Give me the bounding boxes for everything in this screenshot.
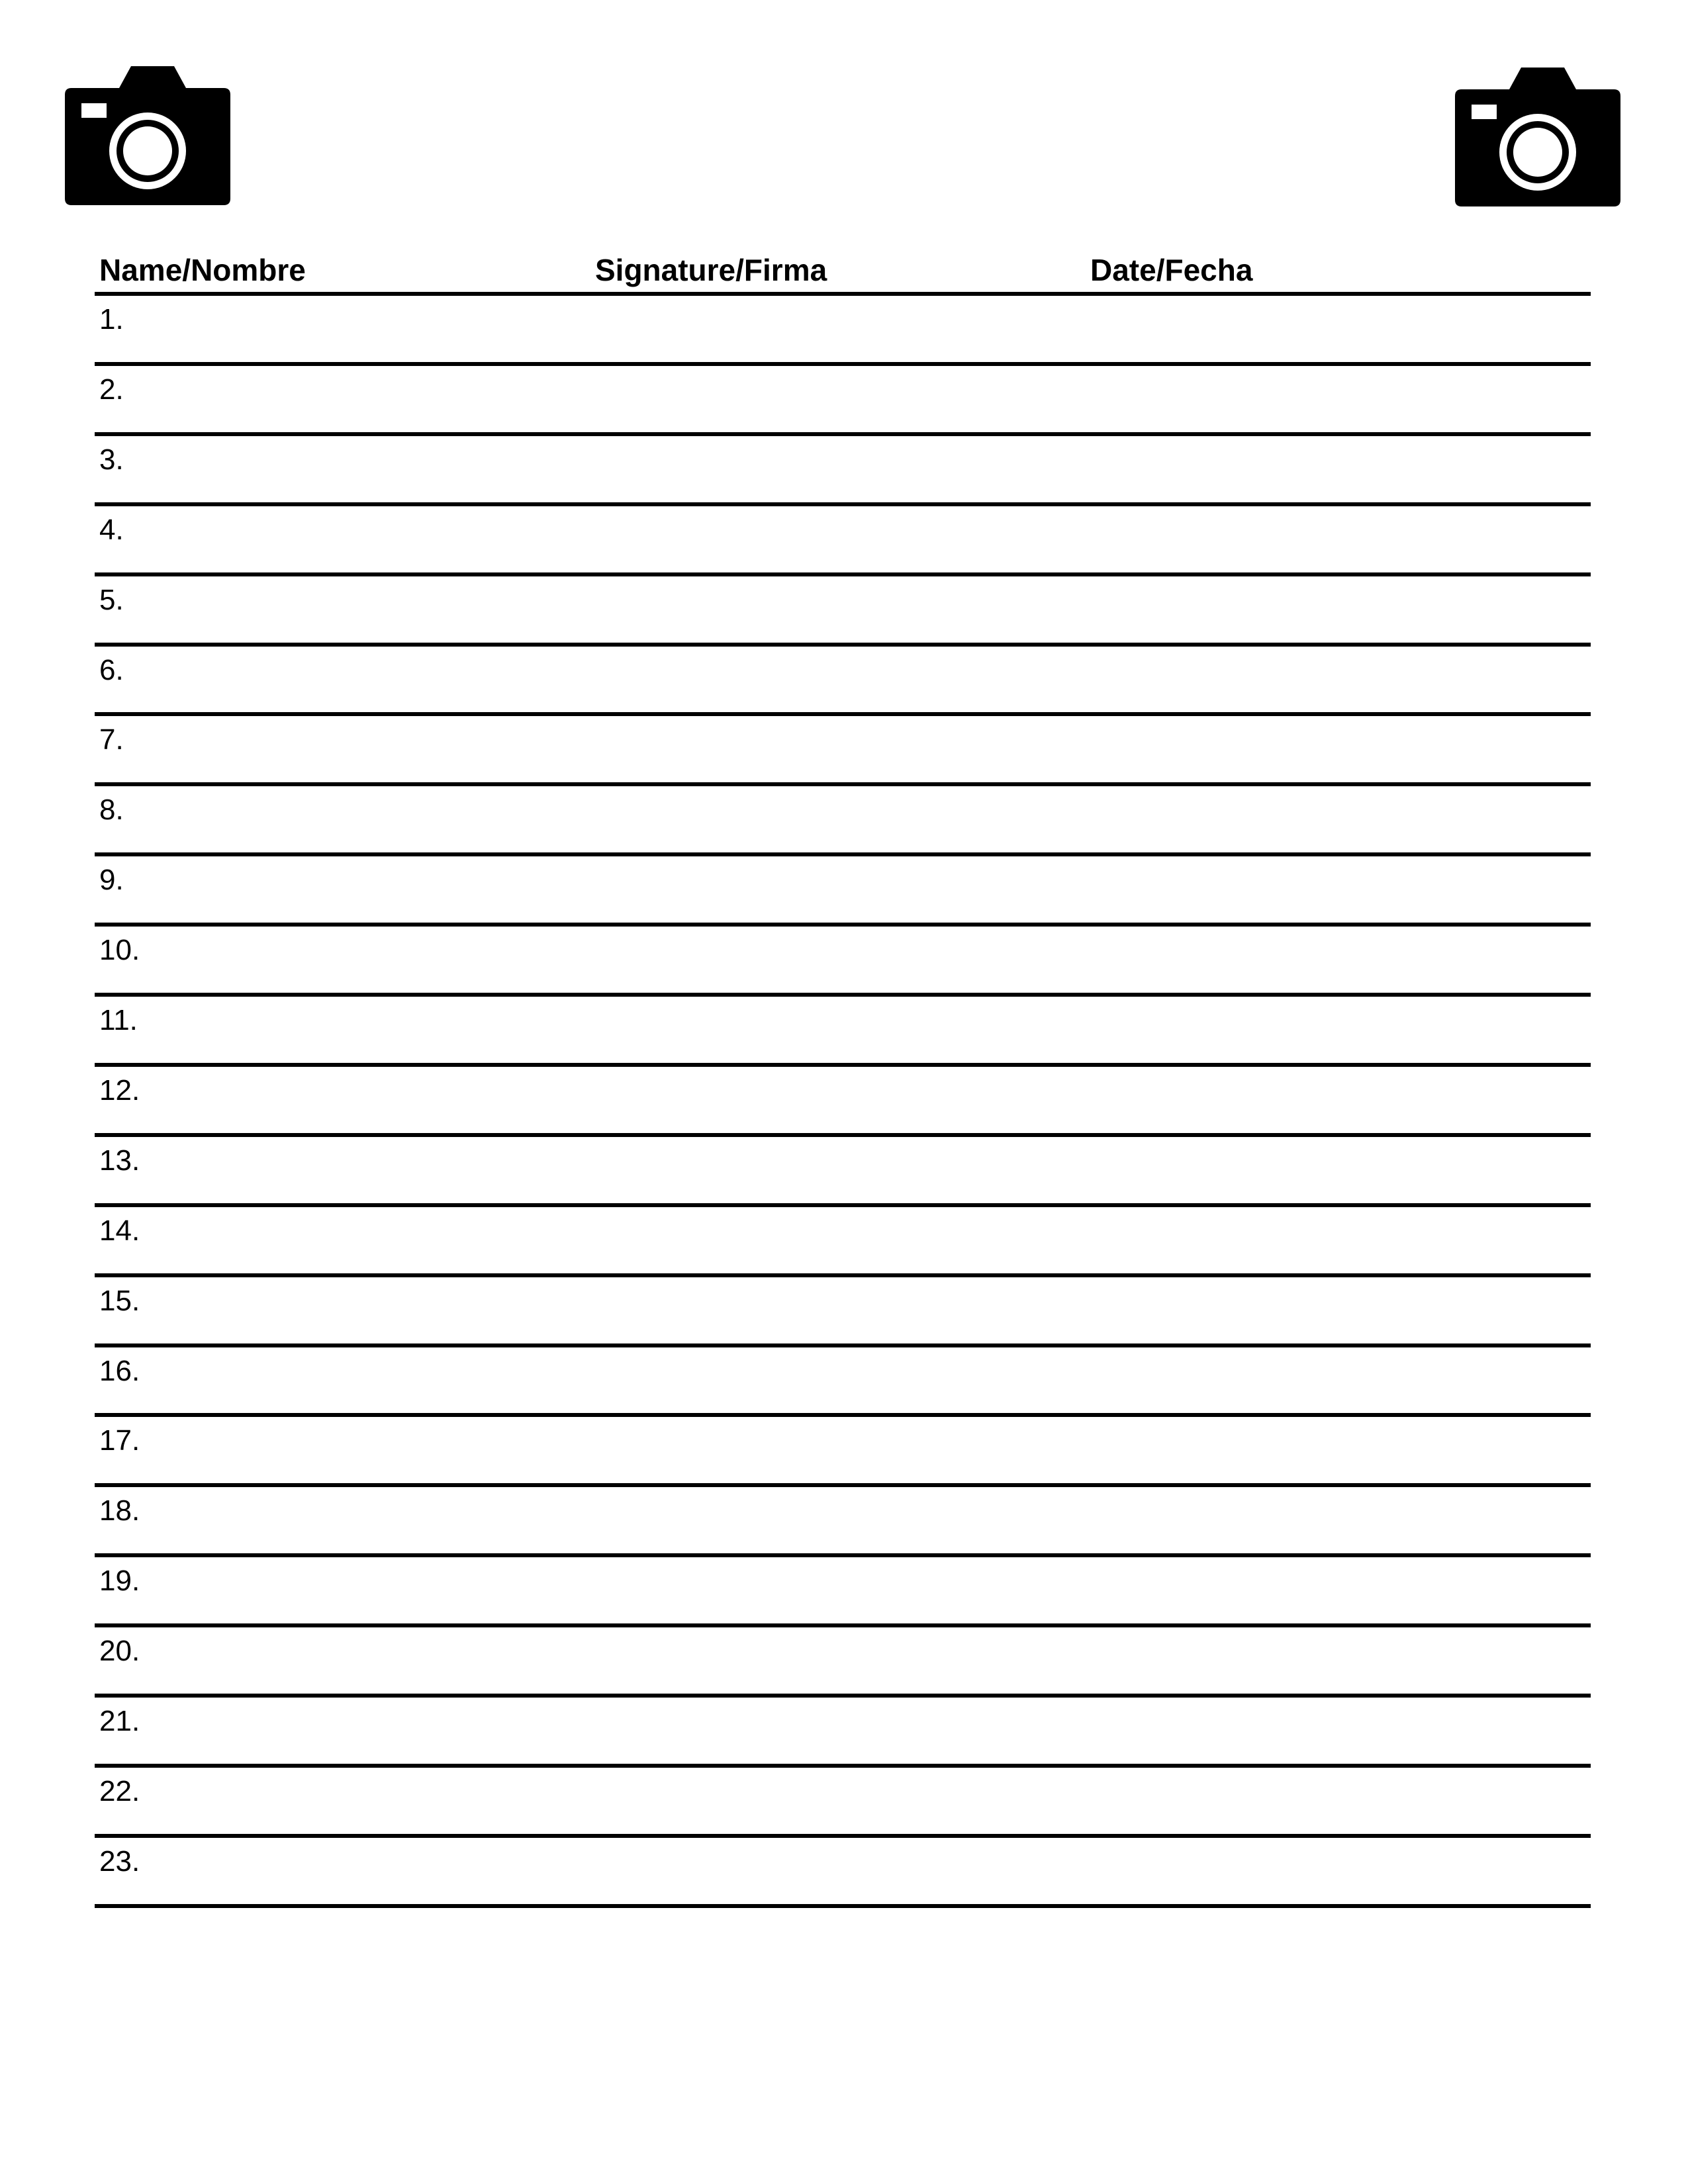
row-line bbox=[95, 572, 1591, 576]
row-number: 5. bbox=[99, 584, 124, 616]
row-number: 13. bbox=[99, 1144, 140, 1177]
row-line bbox=[95, 923, 1591, 927]
row-number: 9. bbox=[99, 864, 124, 896]
row-number: 20. bbox=[99, 1635, 140, 1667]
row-line bbox=[95, 1133, 1591, 1137]
row-number: 23. bbox=[99, 1845, 140, 1878]
column-header-date: Date/Fecha bbox=[1090, 253, 1253, 287]
row-number: 2. bbox=[99, 373, 124, 406]
row-number: 3. bbox=[99, 443, 124, 476]
row-number: 18. bbox=[99, 1494, 140, 1527]
row-line bbox=[95, 1413, 1591, 1417]
row-line bbox=[95, 432, 1591, 436]
row-line bbox=[95, 852, 1591, 856]
row-line bbox=[95, 712, 1591, 716]
row-line bbox=[95, 1273, 1591, 1277]
row-line bbox=[95, 1764, 1591, 1768]
camera-icon bbox=[65, 66, 230, 205]
row-number: 15. bbox=[99, 1285, 140, 1317]
row-number: 22. bbox=[99, 1775, 140, 1807]
row-line bbox=[95, 1834, 1591, 1838]
row-line bbox=[95, 643, 1591, 647]
row-number: 19. bbox=[99, 1565, 140, 1597]
row-number: 8. bbox=[99, 794, 124, 826]
row-line bbox=[95, 1203, 1591, 1207]
row-line bbox=[95, 1623, 1591, 1627]
row-line bbox=[95, 1553, 1591, 1557]
row-line bbox=[95, 362, 1591, 366]
column-header-row bbox=[95, 250, 1591, 290]
row-line bbox=[95, 502, 1591, 506]
row-number: 6. bbox=[99, 654, 124, 686]
row-number: 10. bbox=[99, 934, 140, 966]
row-number: 21. bbox=[99, 1705, 140, 1737]
row-line bbox=[95, 782, 1591, 786]
row-number: 16. bbox=[99, 1355, 140, 1387]
column-header-signature: Signature/Firma bbox=[595, 253, 827, 287]
column-header-name: Name/Nombre bbox=[99, 253, 306, 287]
row-number: 4. bbox=[99, 514, 124, 546]
row-line bbox=[95, 1063, 1591, 1067]
camera-icon bbox=[1455, 68, 1620, 206]
row-number: 12. bbox=[99, 1074, 140, 1107]
row-line bbox=[95, 1694, 1591, 1698]
row-number: 11. bbox=[99, 1004, 138, 1036]
row-number: 17. bbox=[99, 1424, 140, 1457]
row-line bbox=[95, 993, 1591, 997]
row-number: 1. bbox=[99, 303, 124, 336]
row-number: 14. bbox=[99, 1214, 140, 1247]
header-divider-line bbox=[95, 292, 1591, 296]
row-line bbox=[95, 1904, 1591, 1908]
row-line bbox=[95, 1343, 1591, 1347]
row-line bbox=[95, 1483, 1591, 1487]
row-number: 7. bbox=[99, 723, 124, 756]
